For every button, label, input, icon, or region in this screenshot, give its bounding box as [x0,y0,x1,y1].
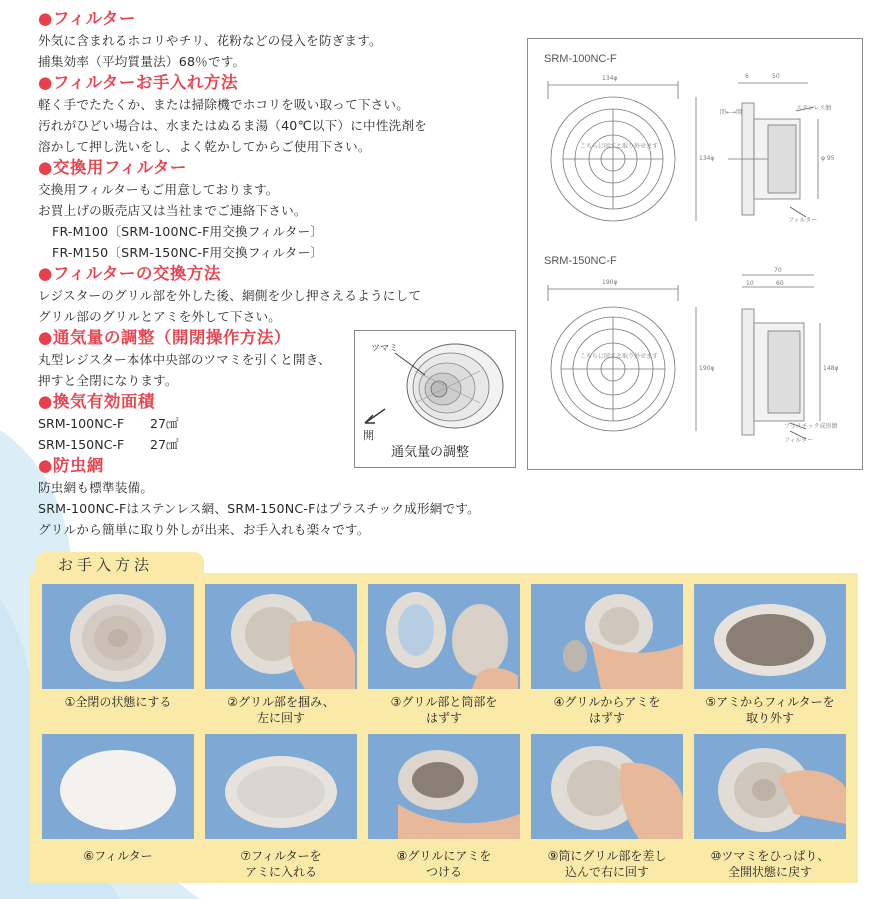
effective-area-heading: ●換気有効面積 [38,392,155,411]
step-4-photo [531,584,683,689]
maintenance-heading: ●フィルターお手入れ方法 [38,73,238,92]
insect-net-line: 防虫網も標準装備。 [38,480,154,495]
step-10-photo [694,734,846,839]
step-6-caption: ⑥フィルター [83,849,153,863]
airflow-line: 押すと全閉になります。 [38,373,178,388]
dim-b-side-total: 70 [774,267,782,274]
filter-label-a: フィルター [788,217,818,224]
ring-text-a: こちらに回すと取り外せます [580,143,659,150]
model-b-side-view [742,275,820,439]
technical-drawing [527,38,863,470]
plastic-net-label: プラスチック成形網 [784,423,838,430]
maintenance-line: 軽く手でたたくか、または掃除機でホコリを吸い取って下さい。 [38,97,410,112]
dim-b-side1: 10 [746,280,754,287]
maintenance-line: 汚れがひどい場合は、水またはぬるま湯（40℃以下）に中性洗剤を [38,118,427,133]
dim-a-width: 134φ [602,75,618,82]
step-9-photo [531,734,683,839]
filter-label-b: フィルター [784,437,814,444]
knob-label: ツマミ [371,344,399,354]
step-6-photo [42,734,194,839]
model-a-front-view [548,81,696,221]
step-1-caption: ①全閉の状態にする [64,695,172,709]
step-5-caption: ⑤アミからフィルターを 取り外す [705,695,835,725]
dim-b-inner: 148φ [823,365,839,372]
step-9-caption: ⑨筒にグリル部を差し 込んで右に回す [547,849,667,879]
dim-a-side2: 50 [772,73,780,80]
effective-area-model: SRM-100NC-F [38,416,125,431]
replacement-method-line: レジスターのグリル部を外した後、網側を少し押さえるようにして [38,288,422,303]
insect-net-line: グリルから簡単に取り外しが出来、お手入れも楽々です。 [38,522,370,537]
filter-line: 外気に含まれるホコリやチリ、花粉などの侵入を防ぎます。 [38,33,382,48]
step-3-caption: ③グリル部と筒部を はずす [390,695,498,725]
effective-area-value: 27㎠ [150,437,179,452]
step-2-caption: ②グリル部を掴み、 左に回す [227,695,335,725]
dim-a-side1: 6 [745,73,749,80]
effective-area-model: SRM-150NC-F [38,437,125,452]
step-5-photo [694,584,846,689]
replacement-method-line: グリル部のグリルとアミを外して下さい。 [38,309,282,324]
dim-a-height: 134φ [699,155,715,162]
stainless-net-label: ステンレス網 [796,105,832,112]
step-8-photo [368,734,520,839]
step-8-caption: ⑧グリルにアミを つける [396,849,492,879]
care-steps-panel [30,573,858,883]
replacement-filter-model: FR-M100〔SRM-100NC-F用交換フィルター〕 [52,224,324,239]
care-title: お手入方法 [58,556,154,574]
filter-line: 捕集効率（平均質量法）68％です。 [38,54,246,69]
filter-heading: ●フィルター [38,9,136,28]
open-close-label: 閉←→開 [720,109,743,116]
step-4-caption: ④グリルからアミを はずす [553,695,661,725]
model-a-label: SRM-100NC-F [544,53,617,65]
step-3-photo [368,584,520,689]
step-7-caption: ⑦フィルターを アミに入れる [240,849,322,879]
step-10-caption: ⑩ツマミをひっぱり、 全開状態に戻す [710,849,830,879]
replacement-method-heading: ●フィルターの交換方法 [38,264,221,283]
insect-net-heading: ●防虫網 [38,456,104,475]
step-7-photo [205,734,357,839]
step-1-photo [42,584,194,689]
dim-a-inner: φ 95 [821,155,835,162]
dim-b-height: 190φ [699,365,715,372]
replacement-filter-heading: ●交換用フィルター [38,158,187,177]
replacement-filter-line: 交換用フィルターもご用意しております。 [38,182,279,197]
airflow-caption: 通気量の調整 [391,445,470,460]
airflow-illustration [354,330,516,468]
dim-b-width: 190φ [602,279,618,286]
maintenance-line: 溶かして押し洗いをし、よく乾かしてからご使用下さい。 [38,139,371,154]
replacement-filter-model: FR-M150〔SRM-150NC-F用交換フィルター〕 [52,245,324,260]
dim-b-side2: 60 [776,280,784,287]
step-2-photo [205,584,357,689]
model-b-label: SRM-150NC-F [544,255,617,267]
airflow-line: 丸型レジスター本体中央部のツマミを引くと開き、 [38,352,331,367]
airflow-heading: ●通気量の調整（開閉操作方法） [38,328,291,347]
insect-net-line: SRM-100NC-Fはステンレス網、SRM-150NC-Fはプラスチック成形網です。 [38,501,480,516]
replacement-filter-line: お買上げの販売店又は当社までご連絡下さい。 [38,203,307,218]
open-label: 開 [363,429,374,442]
effective-area-value: 27㎠ [150,416,179,431]
ring-text-b: こちらに回すと取り外せます [580,353,659,360]
